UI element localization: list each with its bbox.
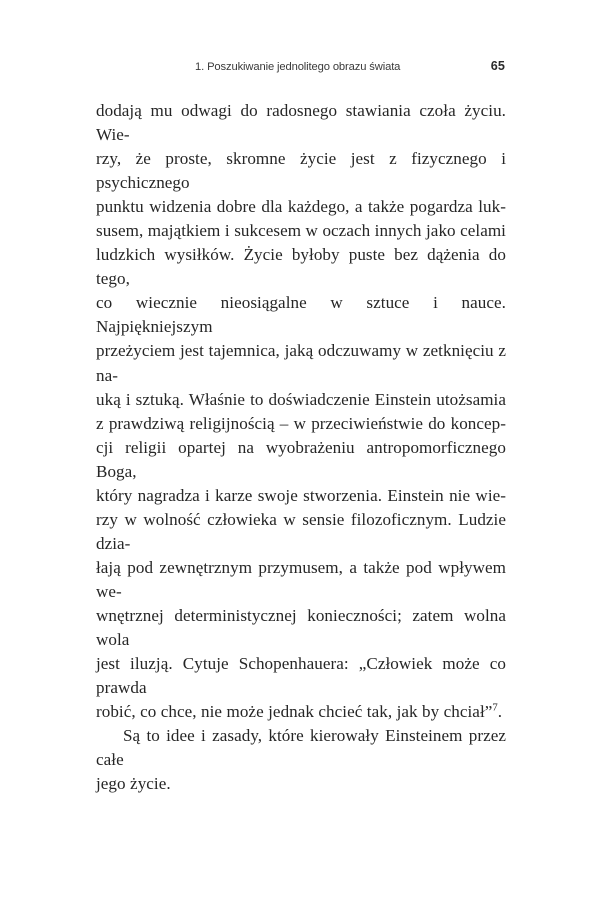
text-line: dodają mu odwagi do radosnego stawiania czoła życiu. Wie- — [96, 101, 511, 145]
text-line: uką i sztuką. Właśnie to doświadczenie Einstein utożsamia — [96, 389, 506, 409]
text-line: Są to idee i zasady, które kierowały Einsteinem przez całe — [96, 726, 511, 770]
text-line: wnętrznej deterministycznej konieczności; zatem wolna wola — [96, 605, 511, 650]
paragraph-1 — [96, 99, 511, 724]
text-line: rzy w wolność człowieka w sensie filozoficznym. Ludzie dzia- — [96, 509, 511, 553]
footnote-marker[interactable]: 7 — [492, 701, 498, 714]
text-line: z prawdziwą religijnością – w przeciwieństwie do koncep- — [96, 413, 506, 433]
text-line: który nagradza i karze swoje stworzenia. Einstein nie wie- — [96, 485, 506, 505]
text-line: rzy, że proste, skromne życie jest z fizycznego i psychicznego — [96, 149, 511, 193]
body-text-block — [96, 99, 511, 796]
text-line: co wiecznie nieosiągalne w sztuce i nauce. Najpiękniejszym — [96, 293, 511, 337]
text-line: susem, majątkiem i sukcesem w oczach innych jako celami — [96, 221, 506, 241]
text-line-with-footnote — [96, 700, 506, 724]
text-line: przeżyciem jest tajemnica, jaką odczuwamy w zetknięciu z na- — [96, 341, 511, 385]
running-header — [96, 59, 505, 73]
text-line-content: robić, co chce, nie może jednak chcieć tak, jak by chciał” — [96, 702, 493, 722]
paragraph-2 — [96, 724, 511, 796]
text-line: punktu widzenia dobre dla każdego, a także pogardza luk- — [96, 197, 506, 217]
text-line: jest iluzją. Cytuje Schopenhauera: „Człowiek może co prawda — [96, 654, 511, 698]
text-line: łają pod zewnętrznym przymusem, a także pod wpływem we- — [96, 557, 511, 601]
text-line: cji religii opartej na wyobrażeniu antropomorficznego Boga, — [96, 437, 511, 481]
text-line: ludzkich wysiłków. Życie byłoby puste bez dążenia do tego, — [96, 245, 511, 289]
text-line: jego życie. — [96, 774, 171, 794]
chapter-title: 1. Poszukiwanie jednolitego obrazu świata — [195, 61, 401, 73]
text-line-trailing: . — [497, 702, 503, 722]
page-number: 65 — [490, 59, 505, 73]
